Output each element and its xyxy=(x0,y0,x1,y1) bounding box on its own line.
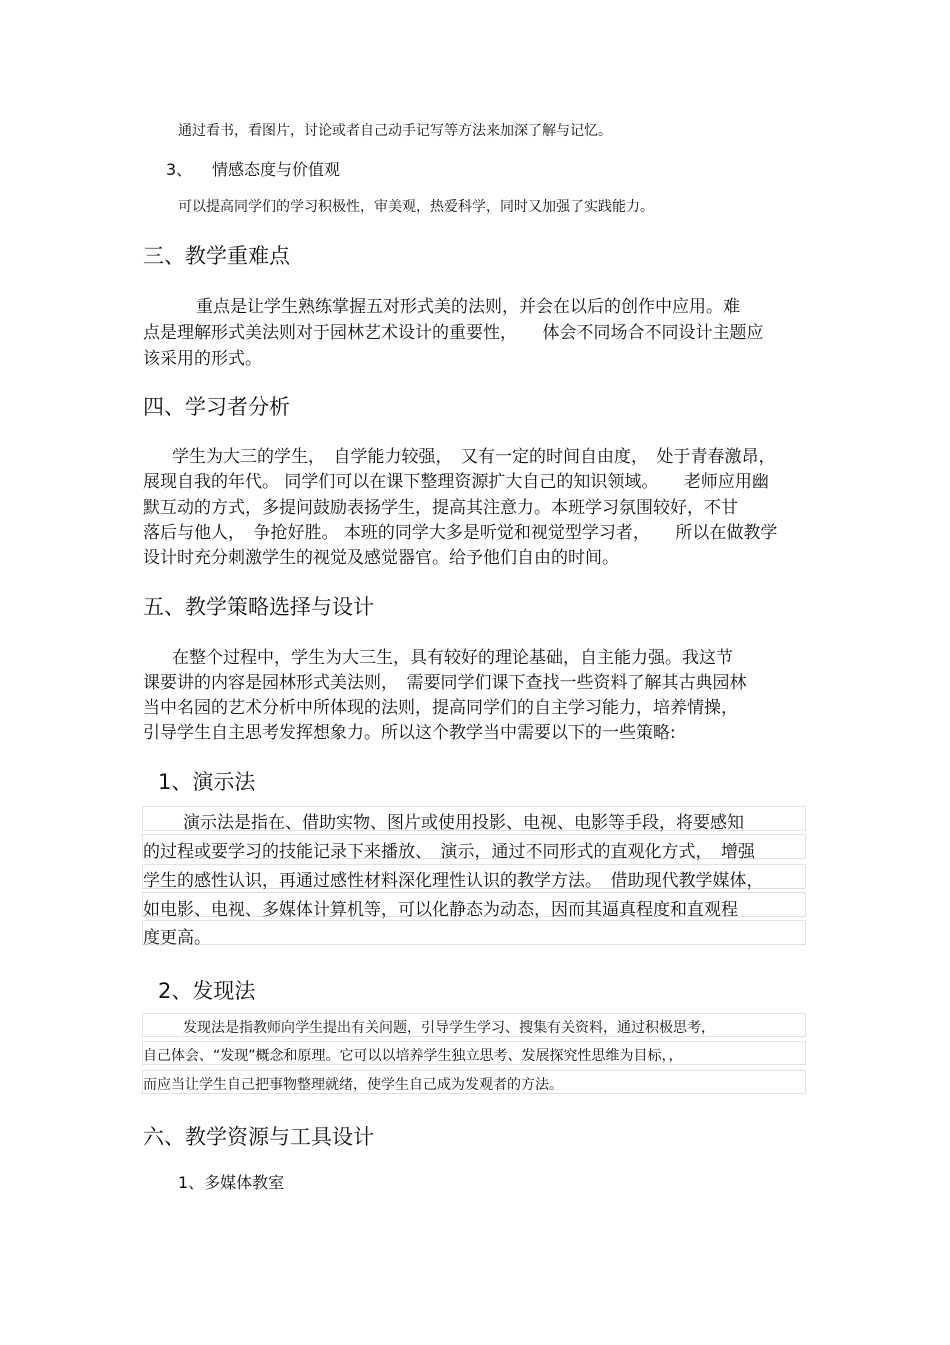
demo-line-1: 演示法是指在、借助实物、图片或使用投影、电视、电影等手段，将要感知 xyxy=(183,813,744,833)
section4-line-5: 设计时充分刺激学生的视觉及感觉器官。给予他们自由的时间。 xyxy=(143,548,619,568)
section4-line-2: 展现自我的年代。 同学们可以在课下整理资源扩大自己的知识领域。 老师应用幽 xyxy=(143,472,769,492)
section4-line-3: 默互动的方式，多提问鼓励表扬学生，提高其注意力。本班学习氛围较好，不甘 xyxy=(143,498,738,518)
section5-line-2: 课要讲的内容是园林形式美法则， 需要同学们课下查找一些资料了解其古典园林 xyxy=(143,673,747,693)
section3-heading: 三、教学重难点 xyxy=(143,244,290,268)
section4-heading: 四、学习者分析 xyxy=(143,395,290,419)
demo-box-row-5 xyxy=(142,920,806,945)
discovery-method-title: 2、发现法 xyxy=(158,979,256,1003)
demo-line-3: 学生的感性认识，再通过感性材料深化理性认识的教学方法。 借助现代教学媒体， xyxy=(143,871,764,891)
discovery-line-2: 自己体会、“发现”概念和原理。它可以以培养学生独立思考、发展探究性思维为目标，， xyxy=(143,1048,683,1064)
demo-line-2: 的过程或要学习的技能记录下来播放、 演示，通过不同形式的直观化方式， 增强 xyxy=(143,842,755,862)
section5-heading: 五、教学策略选择与设计 xyxy=(143,595,374,619)
section3-line-1: 重点是让学生熟练掌握五对形式美的法则，并会在以后的创作中应用。难 xyxy=(196,297,740,317)
section6-item-1: 1、多媒体教室 xyxy=(178,1173,285,1192)
item3-title: 情感态度与价值观 xyxy=(212,160,341,179)
demo-line-5: 度更高。 xyxy=(143,928,211,948)
section5-line-1: 在整个过程中，学生为大三生，具有较好的理论基础，自主能力强。我这节 xyxy=(172,648,733,668)
discovery-line-1: 发现法是指教师向学生提出有关问题，引导学生学习、搜集有关资料，通过积极思考， xyxy=(183,1020,715,1036)
section4-line-4: 落后与他人， 争抢好胜。 本班的同学大多是听觉和视觉型学习者， 所以在做教学 xyxy=(143,523,778,543)
section3-line-2: 点是理解形式美法则对于园林艺术设计的重要性， 体会不同场合不同设计主题应 xyxy=(143,323,764,343)
section5-line-3: 当中名园的艺术分析中所体现的法则，提高同学们的自主学习能力，培养情操， xyxy=(143,698,738,718)
discovery-line-3: 而应当让学生自己把事物整理就绪，使学生自己成为发观者的方法。 xyxy=(143,1077,563,1093)
methods-text: 通过看书，看图片，讨论或者自己动手记写等方法来加深了解与记忆。 xyxy=(178,123,612,139)
demo-method-title: 1、演示法 xyxy=(158,770,256,794)
demo-line-4: 如电影、电视、多媒体计算机等，可以化静态为动态，因而其逼真程度和直观程 xyxy=(143,900,738,920)
item3-text: 可以提高同学们的学习积极性，审美观，热爱科学，同时又加强了实践能力。 xyxy=(178,199,654,215)
item3-number: 3、 xyxy=(166,160,193,179)
section3-line-3: 该采用的形式。 xyxy=(143,349,262,369)
section4-line-1: 学生为大三的学生， 自学能力较强， 又有一定的时间自由度， 处于青春激昂， xyxy=(172,447,776,467)
section6-heading: 六、教学资源与工具设计 xyxy=(143,1125,374,1149)
section5-line-4: 引导学生自主思考发挥想象力。所以这个教学当中需要以下的一些策略: xyxy=(143,723,676,743)
